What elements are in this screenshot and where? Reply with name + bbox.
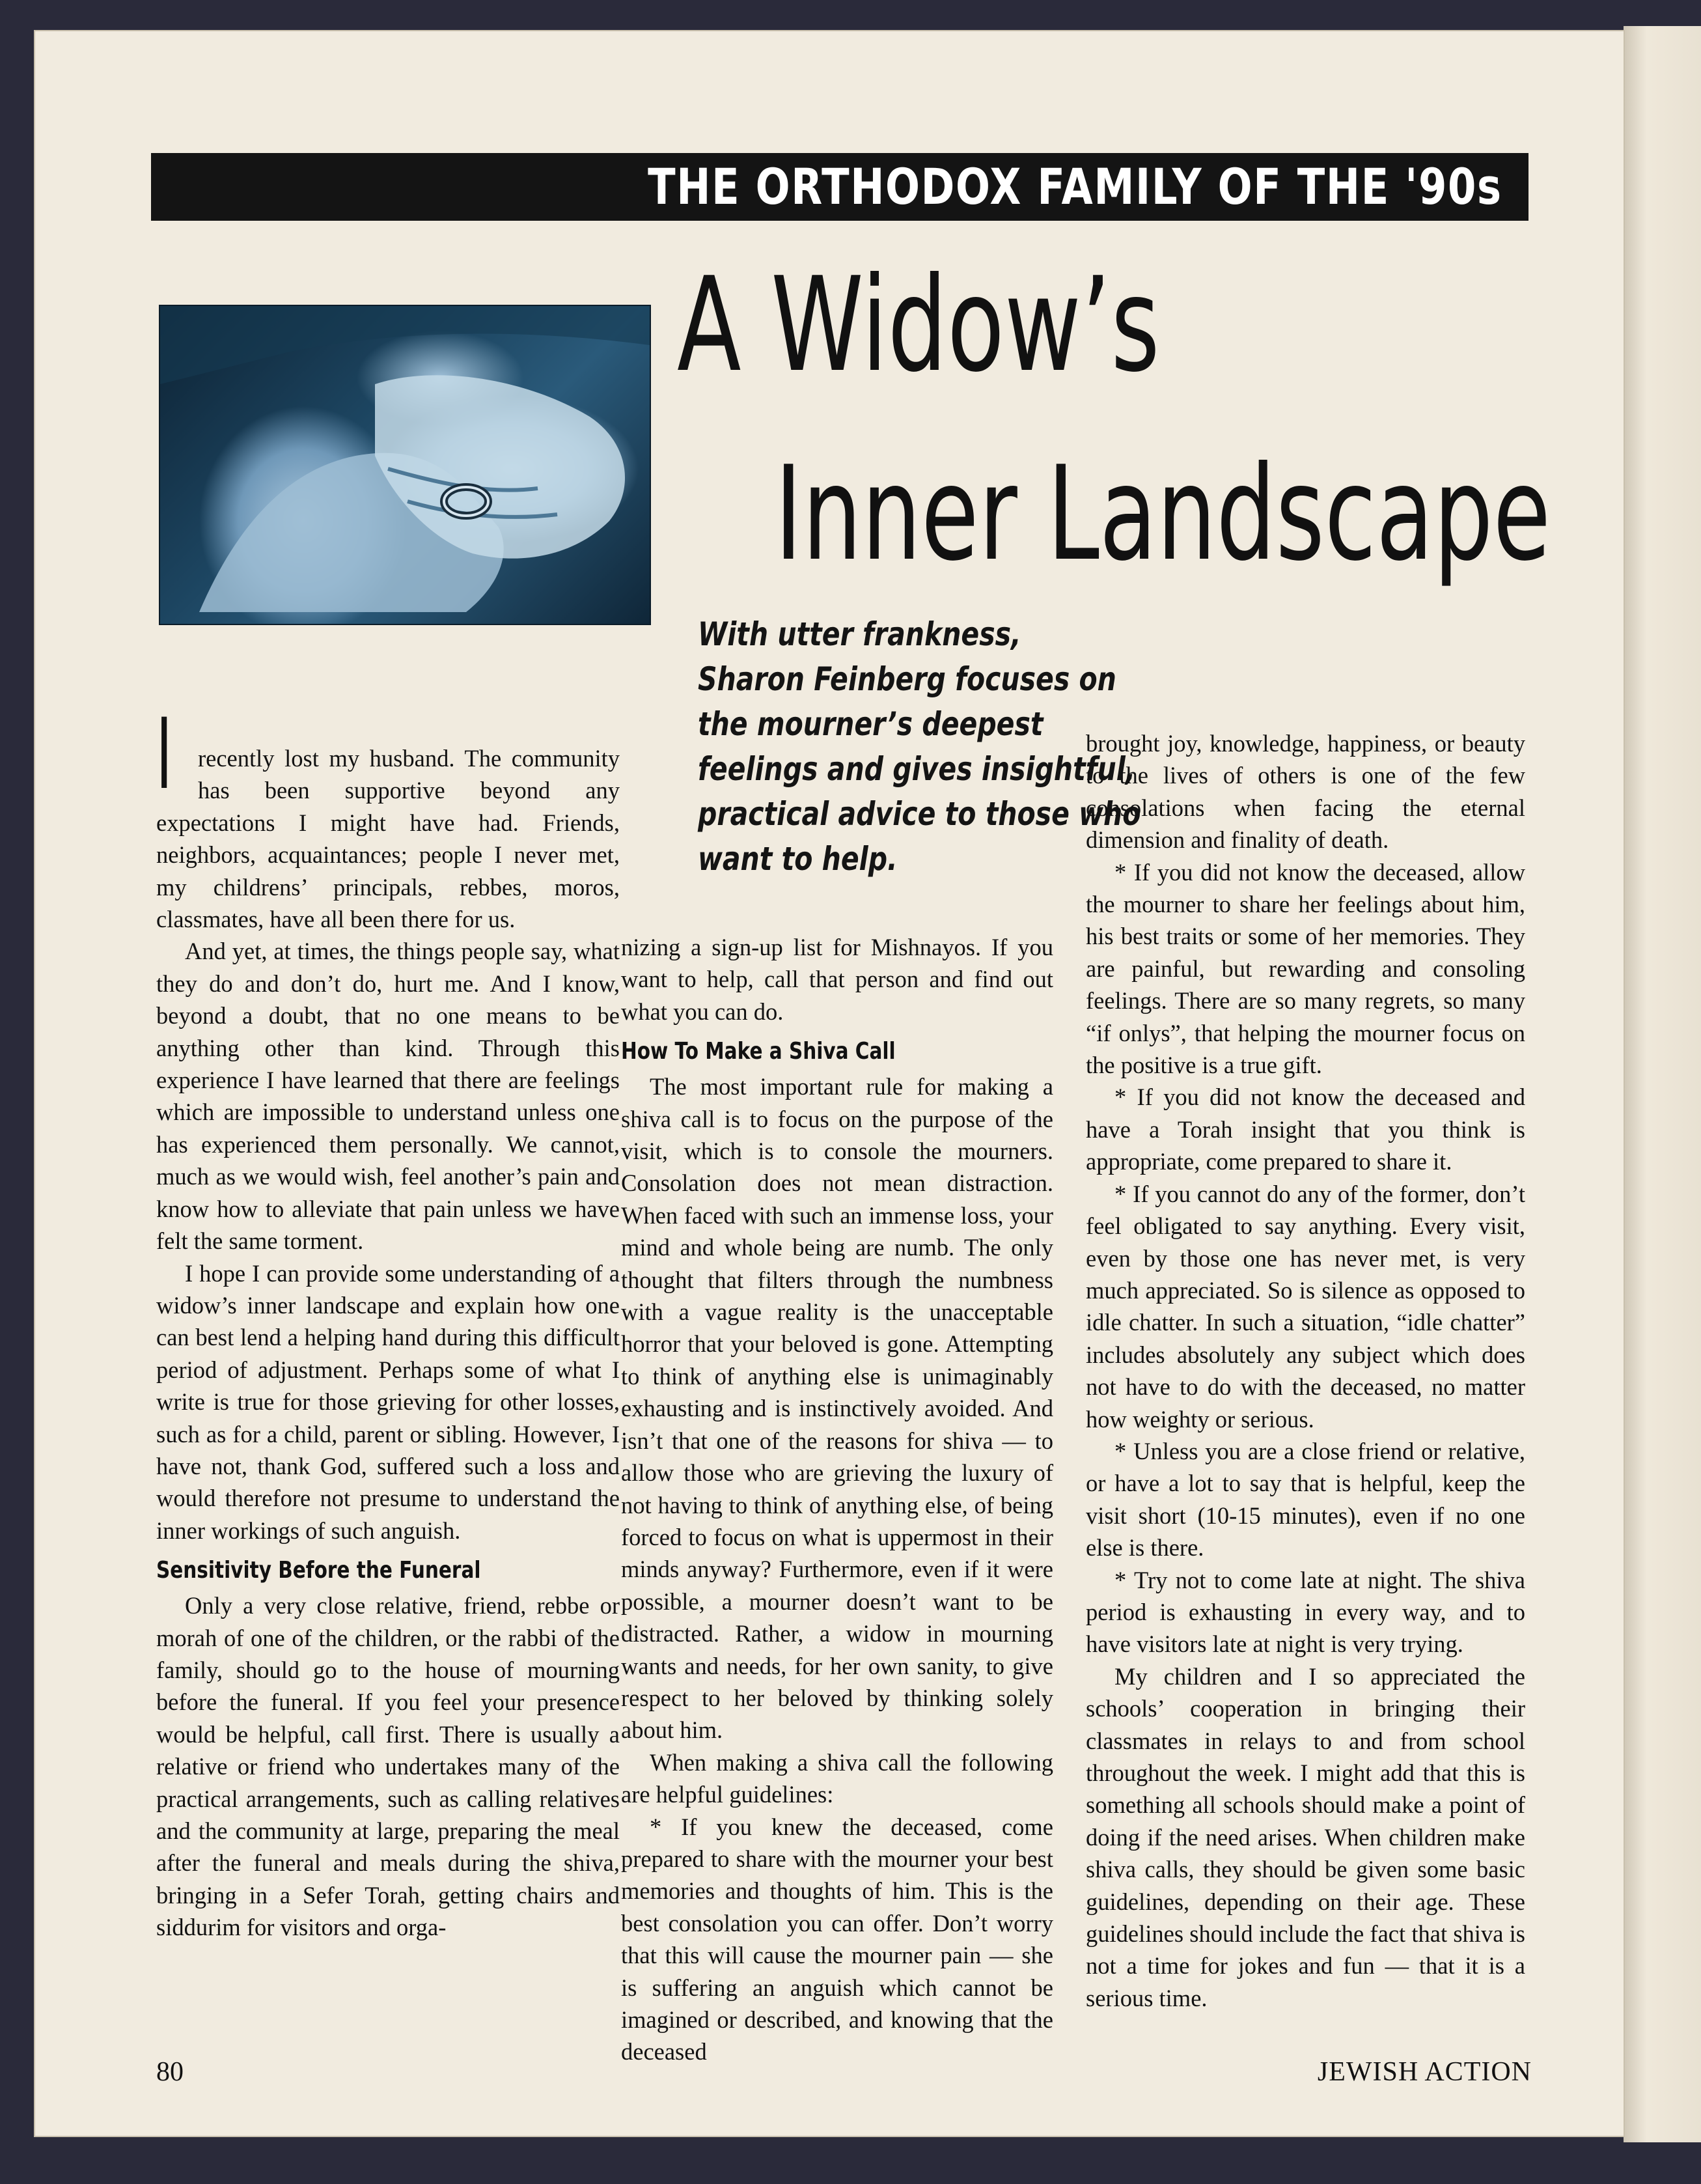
drop-cap: I [156, 698, 173, 811]
body-paragraph: I hope I can provide some understanding of a widow’s inner landscape and explain how one can best lend a helping hand during this difficult period of adjustment. Perhaps some of what I write is true for those grieving for other losses, such as for a child, parent or sibling. However, I have not, thank God, suffered such a loss and would therefore not presume to understand the inner workings of such anguish. [156, 1259, 620, 1544]
body-paragraph: And yet, at times, the things people say, what they do and don’t do, hurt me. And I know, beyond a doubt, that no one means to be anything other than kind. Through this experience I have learned that there are feelings which are impossible to understand unless one has experienced them personally. We cannot, much as we would wish, feel another’s pain and know how to alleviate that pain unless we have felt the same torment. [156, 938, 620, 1255]
publication-name: JEWISH ACTION [1317, 2057, 1532, 2087]
body-paragraph: Only a very close relative, friend, rebbe or morah of one of the children, or the rabbi of the family, should go to the house of mourning before the funeral. If you feel your presence would be helpful, call first. There is usually a relative or friend who undertakes many of the practical arrangements, such as calling relatives and the community at large, preparing the meal after the funeral and meals during the shiva, bringing in a Sefer Torah, getting chairs and siddurim for visitors and orga- [156, 1592, 620, 1941]
article-deck [698, 612, 1141, 882]
section-banner [151, 153, 1528, 221]
body-paragraph: My children and I so appreciated the schools’ cooperation in bringing their classmates in relays to and from school throughout the week. I might add that this is something all schools should make a point of doing if the need arises. When children make shiva calls, they should be given some basic guidelines, depending on their age. These guidelines should include the fact that shiva is not a time for jokes and fun — that it is a serious time. [1086, 1662, 1525, 2011]
deck-line: With utter frankness, [698, 615, 1021, 653]
deck-line: want to help. [698, 840, 898, 878]
body-paragraph: * If you did not know the deceased and have a Torah insight that you think is appropriate, come prepared to share it. [1086, 1084, 1525, 1175]
opening-paragraph-text: recently lost my husband. The community has been supportive beyond any expectations I might have had. Friends, neighbors, acquaintances; people I never met, my childrens’ principals, rebbes, moros, classmates, have all been there for us. [156, 745, 620, 933]
body-paragraph: When making a shiva call the following are helpful guidelines: [621, 1748, 1053, 1808]
body-paragraph: * If you knew the deceased, come prepared to share with the mourner your best memories and thoughts of him. This is the best consolation you can offer. Don’t worry that this will cause the mourner pain — she is suffering an anguish which cannot be imagined or described, and knowing that the deceased [621, 1813, 1053, 2065]
text-column-3 [1086, 727, 1525, 2014]
text-column-1 [156, 698, 620, 1944]
body-paragraph: * Unless you are a close friend or relative, or have a lot to say that is helpful, keep the visit short (10-15 minutes), even if no one else is there. [1086, 1437, 1525, 1561]
text-column-2 [621, 931, 1053, 2068]
deck-line: Sharon Feinberg focuses on [698, 660, 1116, 698]
section-banner-text: THE ORTHODOX FAMILY OF THE '90s [648, 158, 1502, 216]
adjacent-page-edge [1624, 26, 1701, 2142]
hands-with-wedding-ring-photo [159, 305, 651, 625]
body-paragraph: The most important rule for making a shiva call is to focus on the purpose of the visit, which is to console the mourners. Consolation does not mean distraction. When faced with such an immense loss, your mind and whole being are numb. The only thought that filters through the numbness with a vague reality is the unacceptable horror that your beloved is gone. Attempting to think of anything else is unimaginably exhausting and is instinctively avoided. And isn’t that one of the reasons for shiva — to allow those who are grieving the luxury of not having to think of anything else, of being forced to focus on what is uppermost in their minds anyway? Furthermore, even if it were possible, a mourner doesn’t want to be distracted. Rather, a widow in mourning wants and needs, for her own sanity, to give respect to her beloved by thinking solely about him. [621, 1073, 1053, 1744]
body-paragraph: * If you did not know the deceased, allow the mourner to share her feelings about him, his best traits or some of her memories. They are painful, but rewarding and consoling feelings. There are so many regrets, so many “if onlys”, that helping the mourner focus on the positive is a true gift. [1086, 858, 1525, 1079]
deck-line: the mourner’s deepest [698, 705, 1044, 743]
subheading: How To Make a Shiva Call [621, 1038, 896, 1065]
body-paragraph: * Try not to come late at night. The shiva period is exhausting in every way, and to have visitors late at night is very trying. [1086, 1566, 1525, 1658]
title-line-1: A Widow’s [677, 249, 1160, 401]
photo-illustration [160, 306, 650, 624]
deck-line: feelings and gives insightful, [698, 750, 1136, 788]
page-number: 80 [156, 2057, 184, 2087]
deck-line: practical advice to those who [698, 795, 1141, 833]
title-line-2: Inner Landscape [775, 438, 1551, 590]
body-paragraph: brought joy, knowledge, happiness, or beauty to the lives of others is one of the few consolations when facing the eternal dimension and finality of death. [1086, 730, 1525, 854]
opening-paragraph [156, 698, 620, 935]
body-paragraph: * If you cannot do any of the former, don’t feel obligated to say anything. Every visit, even by those one has never met, is very much appreciated. So is silence as opposed to idle chatter. In such a situation, “idle chatter” includes absolutely any subject which does not have to do with the deceased, no matter how weighty or serious. [1086, 1180, 1525, 1433]
subheading: Sensitivity Before the Funeral [156, 1557, 481, 1584]
body-paragraph: nizing a sign-up list for Mishnayos. If you want to help, call that person and find out what you can do. [621, 934, 1053, 1025]
